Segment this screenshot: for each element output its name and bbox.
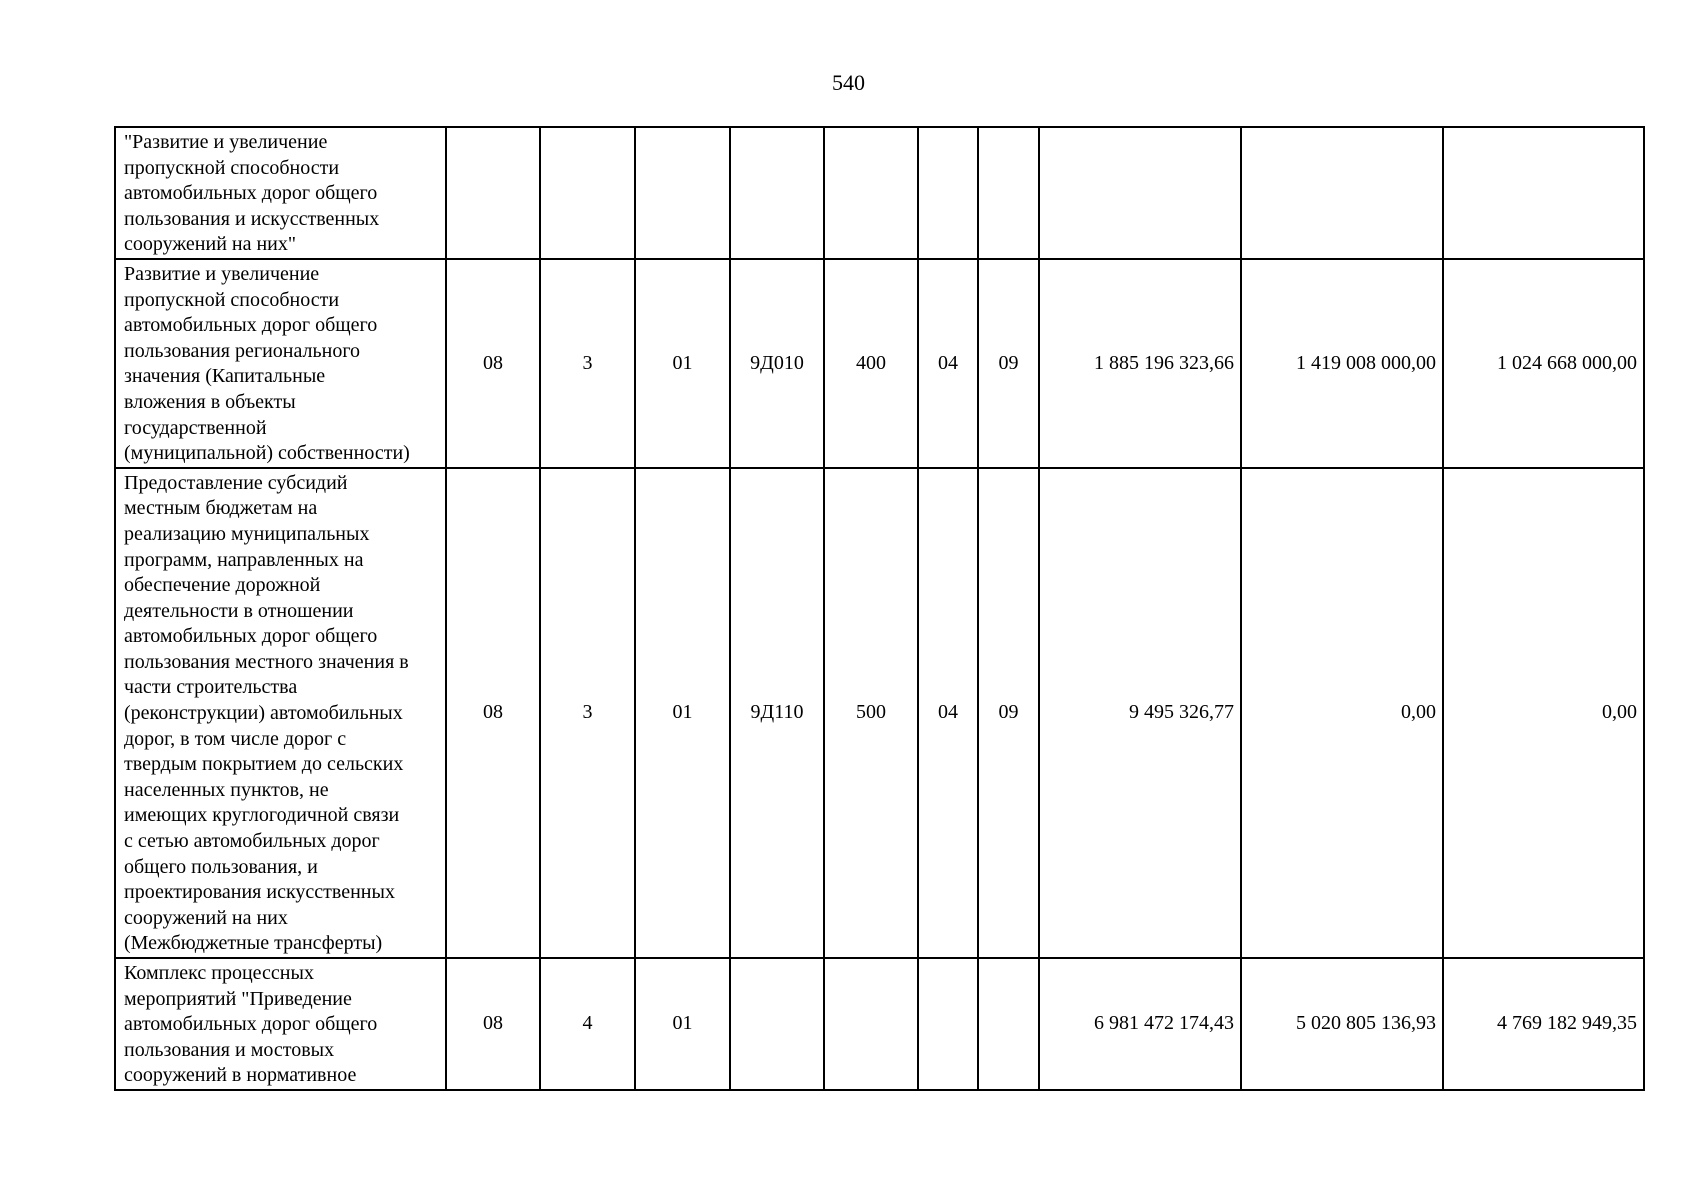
amount-year-2-cell: 5 020 805 136,93	[1241, 958, 1443, 1090]
subprogram-code-cell: 4	[540, 958, 635, 1090]
subsection-cell: 09	[978, 468, 1039, 958]
event-code-cell: 01	[635, 958, 730, 1090]
program-code-cell: 08	[446, 958, 540, 1090]
expense-type-cell	[824, 127, 918, 259]
subsection-cell	[978, 958, 1039, 1090]
program-code-cell: 08	[446, 468, 540, 958]
page-number: 540	[832, 70, 865, 95]
table-row	[115, 127, 1644, 259]
subsection-cell	[978, 127, 1039, 259]
amount-year-3-cell: 4 769 182 949,35	[1443, 958, 1644, 1090]
subprogram-code-cell: 3	[540, 468, 635, 958]
amount-year-3-cell: 0,00	[1443, 468, 1644, 958]
section-cell: 04	[918, 468, 978, 958]
row-name-cell: Развитие и увеличение пропускной способности автомобильных дорог общего пользования регионального значения (Капитальные вложения в объекты государственной (муниципальной) собственности)	[115, 259, 446, 468]
amount-year-3-cell: 1 024 668 000,00	[1443, 259, 1644, 468]
subprogram-code-cell: 3	[540, 259, 635, 468]
amount-year-3-cell	[1443, 127, 1644, 259]
direction-code-cell	[730, 127, 824, 259]
table-row	[115, 468, 1644, 958]
event-code-cell	[635, 127, 730, 259]
row-name-cell: "Развитие и увеличение пропускной способности автомобильных дорог общего пользования и искусственных сооружений на них"	[115, 127, 446, 259]
section-cell	[918, 958, 978, 1090]
table-row	[115, 259, 1644, 468]
subprogram-code-cell	[540, 127, 635, 259]
expense-type-cell	[824, 958, 918, 1090]
budget-table	[114, 126, 1645, 1091]
amount-year-1-cell: 1 885 196 323,66	[1039, 259, 1241, 468]
program-code-cell: 08	[446, 259, 540, 468]
direction-code-cell	[730, 958, 824, 1090]
event-code-cell: 01	[635, 468, 730, 958]
row-name-cell: Комплекс процессных мероприятий "Приведение автомобильных дорог общего пользования и мостовых сооружений в нормативное	[115, 958, 446, 1090]
section-cell: 04	[918, 259, 978, 468]
direction-code-cell: 9Д110	[730, 468, 824, 958]
program-code-cell	[446, 127, 540, 259]
amount-year-2-cell: 1 419 008 000,00	[1241, 259, 1443, 468]
amount-year-1-cell: 6 981 472 174,43	[1039, 958, 1241, 1090]
amount-year-2-cell	[1241, 127, 1443, 259]
amount-year-1-cell	[1039, 127, 1241, 259]
table-row	[115, 958, 1644, 1090]
subsection-cell: 09	[978, 259, 1039, 468]
expense-type-cell: 400	[824, 259, 918, 468]
direction-code-cell: 9Д010	[730, 259, 824, 468]
event-code-cell: 01	[635, 259, 730, 468]
expense-type-cell: 500	[824, 468, 918, 958]
amount-year-1-cell: 9 495 326,77	[1039, 468, 1241, 958]
amount-year-2-cell: 0,00	[1241, 468, 1443, 958]
section-cell	[918, 127, 978, 259]
row-name-cell: Предоставление субсидий местным бюджетам на реализацию муниципальных программ, направленных на обеспечение дорожной деятельности в отношении автомобильных дорог общего пользования местного значения в части строительства (реконструкции) автомобильных дорог, в том числе дорог с твердым покрытием до сельских населенных пунктов, не имеющих круглогодичной связи с сетью автомобильных дорог общего пользования, и проектирования искусственных сооружений на них (Межбюджетные трансферты)	[115, 468, 446, 958]
